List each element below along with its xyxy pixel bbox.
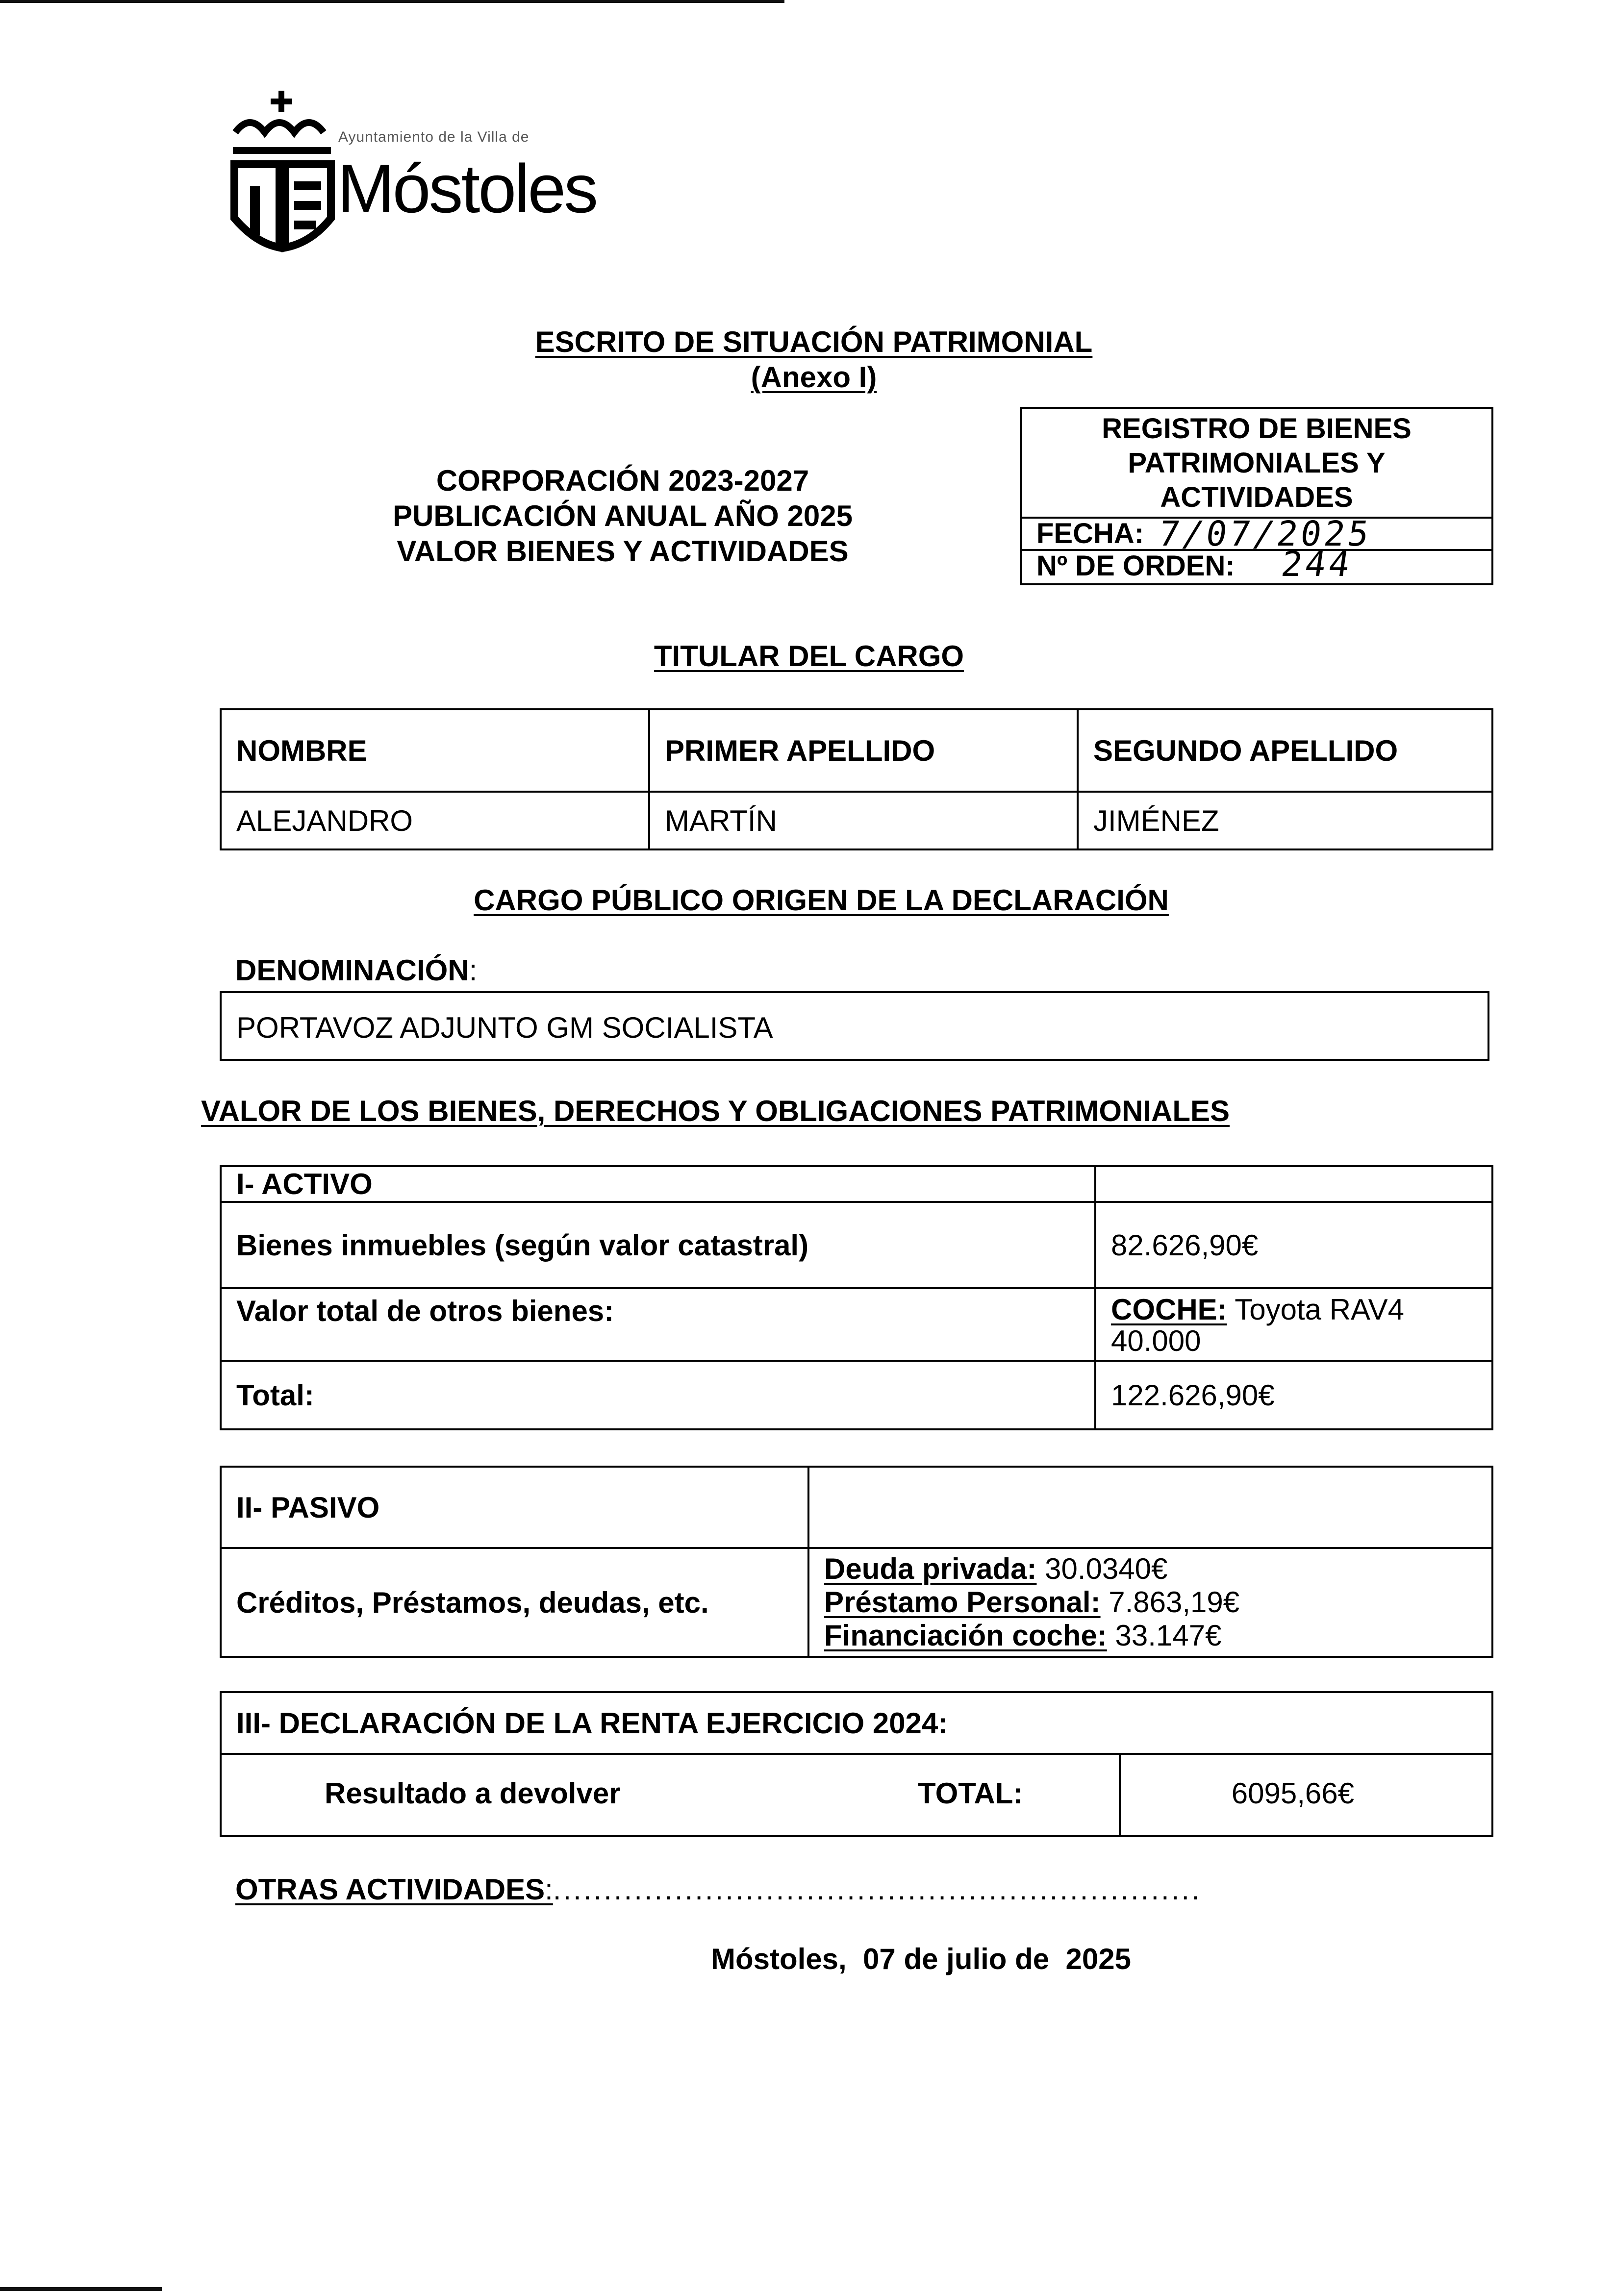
deuda-value: 30.0340€ [1036,1552,1168,1585]
registro-orden-row [1022,544,1491,584]
renta-header: III- DECLARACIÓN DE LA RENTA EJERCICIO 2024: [221,1692,1492,1754]
otras-label: OTRAS ACTIVIDADES [235,1873,545,1906]
valor-line: VALOR BIENES Y ACTIVIDADES [397,535,849,568]
prestamo-value: 7.863,19€ [1100,1586,1240,1619]
activo-otros-row [221,1288,1492,1361]
fecha-lugar: Móstoles, 07 de julio de 2025 [711,1943,1131,1975]
prestamo-key: Préstamo Personal: [824,1586,1101,1619]
pasivo-header-row [221,1467,1492,1548]
registro-header [1022,412,1491,515]
fecha-label: FECHA: [1036,518,1144,549]
value-segundo-apellido: JIMÉNEZ [1078,792,1492,849]
fecha-handwritten: 7/07/2025 [1156,514,1375,554]
pasivo-header: II- PASIVO [221,1467,808,1548]
renta-total-value: 6095,66€ [1120,1754,1492,1836]
otros-value-line2: 40.000 [1111,1324,1201,1357]
otras-dots: ................................................................ [553,1873,1202,1906]
logo-name: Móstoles [337,150,597,227]
corporacion-line: CORPORACIÓN 2023-2027 [436,464,809,497]
deuda-key: Deuda privada: [824,1552,1037,1585]
scan-artifact-top [0,0,784,3]
renta-value-row [221,1754,1492,1836]
resultado-label: Resultado a devolver [221,1754,903,1836]
mostoles-crown-shield-icon [230,86,338,267]
pasivo-creditos-row [221,1548,1492,1657]
registro-header-line: ACTIVIDADES [1160,481,1353,513]
document-title-block [343,324,1285,395]
otros-label: Valor total de otros bienes: [221,1288,1095,1361]
otros-value-cell [1095,1288,1492,1361]
document-annex: (Anexo I) [751,361,877,394]
renta-header-row [221,1692,1492,1754]
activo-inmuebles-row [221,1202,1492,1288]
corporacion-block [353,463,892,569]
otras-colon: : [545,1873,553,1906]
pasivo-header-empty [808,1467,1492,1548]
total-label: Total: [221,1361,1095,1429]
mostoles-logo [230,86,603,267]
scan-artifact-bottom [0,2287,162,2291]
document-title: ESCRITO DE SITUACIÓN PATRIMONIAL [535,325,1093,358]
header-segundo-apellido: SEGUNDO APELLIDO [1078,709,1492,792]
activo-header: I- ACTIVO [221,1166,1095,1202]
logo-subtitle: Ayuntamiento de la Villa de [338,129,530,145]
registro-box [1020,407,1493,585]
registro-header-line: REGISTRO DE BIENES [1102,413,1412,445]
denominacion-label-wrap [235,953,477,987]
titular-title: TITULAR DEL CARGO [654,640,964,673]
header-nombre: NOMBRE [221,709,649,792]
valor-title: VALOR DE LOS BIENES, DERECHOS Y OBLIGACIONES PATRIMONIALES [201,1095,1230,1127]
financiacion-line [824,1619,1477,1652]
registro-header-line: PATRIMONIALES Y [1128,447,1386,479]
creditos-label: Créditos, Préstamos, deudas, etc. [221,1548,808,1657]
activo-total-row [221,1361,1492,1429]
pasivo-values-cell [808,1548,1492,1657]
inmuebles-label: Bienes inmuebles (según valor catastral) [221,1202,1095,1288]
otras-actividades [235,1872,1202,1906]
denominacion-colon: : [469,954,478,987]
denominacion-value: PORTAVOZ ADJUNTO GM SOCIALISTA [236,1011,773,1044]
prestamo-line [824,1586,1477,1619]
activo-header-empty [1095,1166,1492,1202]
renta-total-label: TOTAL: [903,1754,1120,1836]
orden-label: Nº DE ORDEN: [1036,550,1235,582]
financiacion-key: Financiación coche: [824,1619,1107,1652]
registro-fecha-row [1022,514,1491,554]
deuda-line [824,1552,1477,1586]
titular-value-row [221,792,1492,849]
titular-header-row [221,709,1492,792]
denominacion-label: DENOMINACIÓN [235,954,469,987]
header-primer-apellido: PRIMER APELLIDO [649,709,1078,792]
activo-table [220,1165,1493,1430]
otros-key: COCHE: [1111,1293,1227,1326]
orden-handwritten: 244 [1279,544,1356,584]
cargo-title: CARGO PÚBLICO ORIGEN DE LA DECLARACIÓN [474,884,1169,917]
pasivo-table [220,1466,1493,1658]
publicacion-line: PUBLICACIÓN ANUAL AÑO 2025 [393,499,853,532]
denominacion-box [220,991,1489,1061]
value-primer-apellido: MARTÍN [649,792,1078,849]
titular-table [220,708,1493,850]
renta-table [220,1691,1493,1837]
inmuebles-value: 82.626,90€ [1095,1202,1492,1288]
activo-header-row [221,1166,1492,1202]
value-nombre: ALEJANDRO [221,792,649,849]
total-value: 122.626,90€ [1095,1361,1492,1429]
financiacion-value: 33.147€ [1107,1619,1222,1652]
otros-value-line1: Toyota RAV4 [1227,1293,1404,1326]
